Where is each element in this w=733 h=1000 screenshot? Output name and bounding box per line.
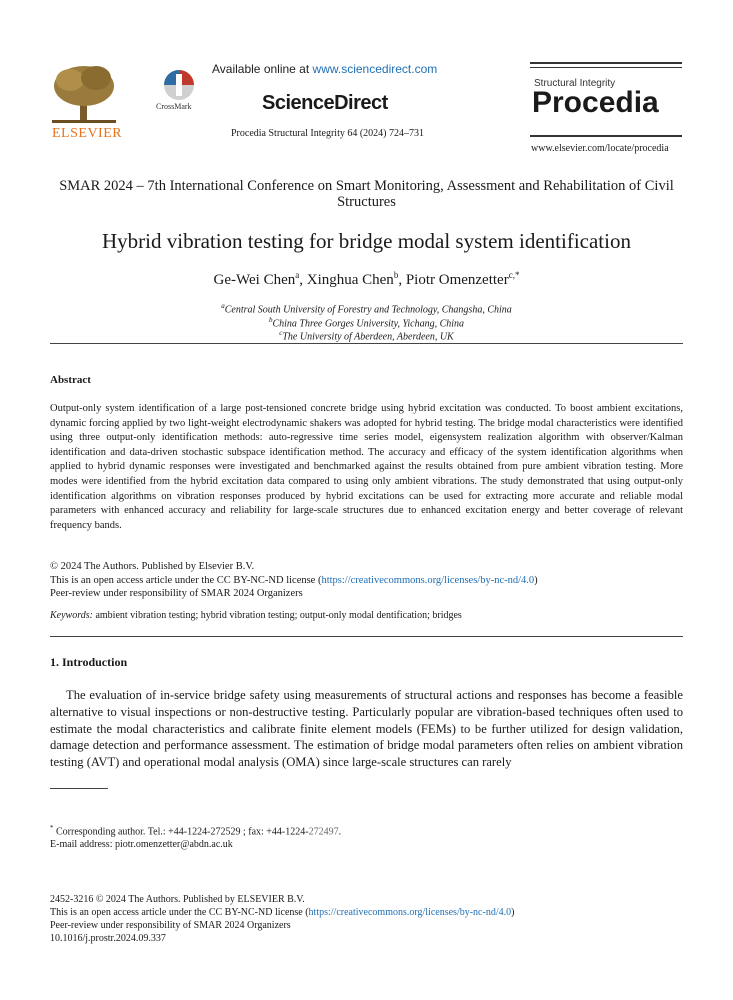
section-heading-introduction: 1. Introduction <box>50 655 128 669</box>
affiliation <box>40 302 693 315</box>
introduction-paragraph: The evaluation of in-service bridge safety using measurements of structural actions and responses has become a feasible alternative to visual inspections or non-destructive testing. Particularly popular are vibration-based techniques often used to estimate the modal characteristics and calibrate finite element models (FEMs) to be further utilized for design validation, damage detection and performance assessment. The estimation of bridge modal parameters often relies on ambient vibration testing (AVT) and operational modal analysis (OMA) since large-scale structures can rarely <box>50 688 683 770</box>
affiliation-text: China Three Gorges University, Yichang, China <box>272 318 465 330</box>
bottom-peer-review: Peer-review under responsibility of SMAR 2024 Organizers <box>50 920 291 931</box>
procedia-rule <box>530 135 682 137</box>
affiliation-mark: a <box>221 302 225 310</box>
corresponding-author <box>50 822 341 838</box>
procedia-wordmark: Procedia <box>532 86 659 119</box>
author-affil-mark: c,* <box>508 270 520 280</box>
author-name: Piotr Omenzetter <box>405 272 509 288</box>
crossmark-icon[interactable] <box>158 68 200 120</box>
available-online <box>212 62 437 76</box>
license-suffix: ) <box>534 574 538 586</box>
bottom-license-link[interactable]: https://creativecommons.org/licenses/by-nc-nd/4.0 <box>308 907 512 918</box>
license-link[interactable]: https://creativecommons.org/licenses/by-nc-nd/4.0 <box>321 574 535 586</box>
author-affil-mark: b <box>393 270 399 280</box>
procedia-subtitle: Structural Integrity <box>534 78 616 89</box>
bottom-copyright <box>50 893 514 945</box>
introduction-body <box>50 687 683 771</box>
email-line: E-mail address: piotr.omenzetter@abdn.ac.uk <box>50 839 233 851</box>
footnote-text: Corresponding author. Tel.: +44-1224-272529 ; fax: +44-1224- <box>53 826 309 838</box>
footnote <box>50 822 341 851</box>
elsevier-wordmark: ELSEVIER <box>52 126 123 141</box>
copyright-line: © 2024 The Authors. Published by Elsevier B.V. <box>50 561 255 572</box>
available-prefix: Available online at <box>212 62 313 76</box>
author-list <box>40 270 693 289</box>
keywords-label: Keywords: <box>50 610 93 621</box>
footnote-period: . <box>338 826 342 838</box>
author-separator: , <box>299 272 307 288</box>
keywords-text: ambient vibration testing; hybrid vibration testing; output-only modal dentification; bridges <box>92 610 462 621</box>
conference-name: SMAR 2024 – 7th International Conference on Smart Monitoring, Assessment and Rehabilitation of Civil Structures <box>59 178 674 210</box>
affiliation-text: The University of Aberdeen, Aberdeen, UK <box>282 331 454 343</box>
crossmark-label: CrossMark <box>156 102 192 111</box>
sciencedirect-link[interactable]: www.sciencedirect.com <box>312 62 438 76</box>
affiliation-mark: b <box>268 316 273 324</box>
author-affil-mark: a <box>295 270 300 280</box>
bottom-license-line <box>50 906 514 919</box>
doi[interactable]: 10.1016/j.prostr.2024.09.337 <box>50 933 166 944</box>
author-name: Ge-Wei Chen <box>213 272 296 288</box>
footnote-rule <box>50 788 108 789</box>
affiliation-mark: c <box>279 329 283 337</box>
license-line <box>50 574 538 588</box>
peer-review-line: Peer-review under responsibility of SMAR 2024 Organizers <box>50 588 303 599</box>
journal-reference: Procedia Structural Integrity 64 (2024) 724–731 <box>231 128 425 139</box>
affiliation <box>40 329 693 342</box>
header-divider <box>50 343 683 344</box>
procedia-top-rules <box>530 62 682 71</box>
sciencedirect-wordmark: ScienceDirect <box>262 92 388 114</box>
abstract-heading: Abstract <box>50 374 91 386</box>
paper-title: Hybrid vibration testing for bridge modal system identification <box>102 229 631 253</box>
affiliation-text: Central South University of Forestry and Technology, Changsha, China <box>224 304 512 316</box>
abstract-divider <box>50 636 683 637</box>
procedia-url[interactable]: www.elsevier.com/locate/procedia <box>531 143 669 154</box>
affiliation <box>40 316 693 329</box>
footnote-mark: * <box>50 824 54 832</box>
author-separator: , <box>398 272 406 288</box>
fax-number-tail: 272497 <box>308 826 339 838</box>
issn-line: 2452-3216 © 2024 The Authors. Published by ELSEVIER B.V. <box>50 894 305 905</box>
bottom-license-suffix: ) <box>511 907 515 918</box>
bottom-license-prefix: This is an open access article under the CC BY-NC-ND license ( <box>50 907 309 918</box>
copyright-block <box>50 560 538 601</box>
keywords <box>50 610 462 621</box>
license-prefix: This is an open access article under the CC BY-NC-ND license ( <box>50 574 322 586</box>
abstract-body: Output-only system identification of a large post-tensioned concrete bridge using hybrid excitation was conducted. To boost ambient excitations, dynamic forcing applied by two light-weight electrodynamic shakers was adopted for hybrid testing. The bridge modal characteristics were identified using three output-only identification methods: auto-regressive time series model, eigensystem realization algorithm with observer/Kalman identification and data-driven stochastic subspace identification method. The accuracy and efficacy of the system identification algorithms when applied to hybrid dynamic responses were investigated and benchmarked against the results obtained from pure ambient vibration testing. More modes were identified from the hybrid excitation data compared to using only ambient vibrations. The study demonstrated that using output-only identification algorithms on vibration responses produced by hybrid excitations can be used for extracting more accurate and reliable modal parameters with enhanced accuracy and reliability for large-scale structures due to enhanced excitation energy and better coverage of relevant frequency bands. <box>50 403 683 531</box>
author-name: Xinghua Chen <box>306 272 394 288</box>
